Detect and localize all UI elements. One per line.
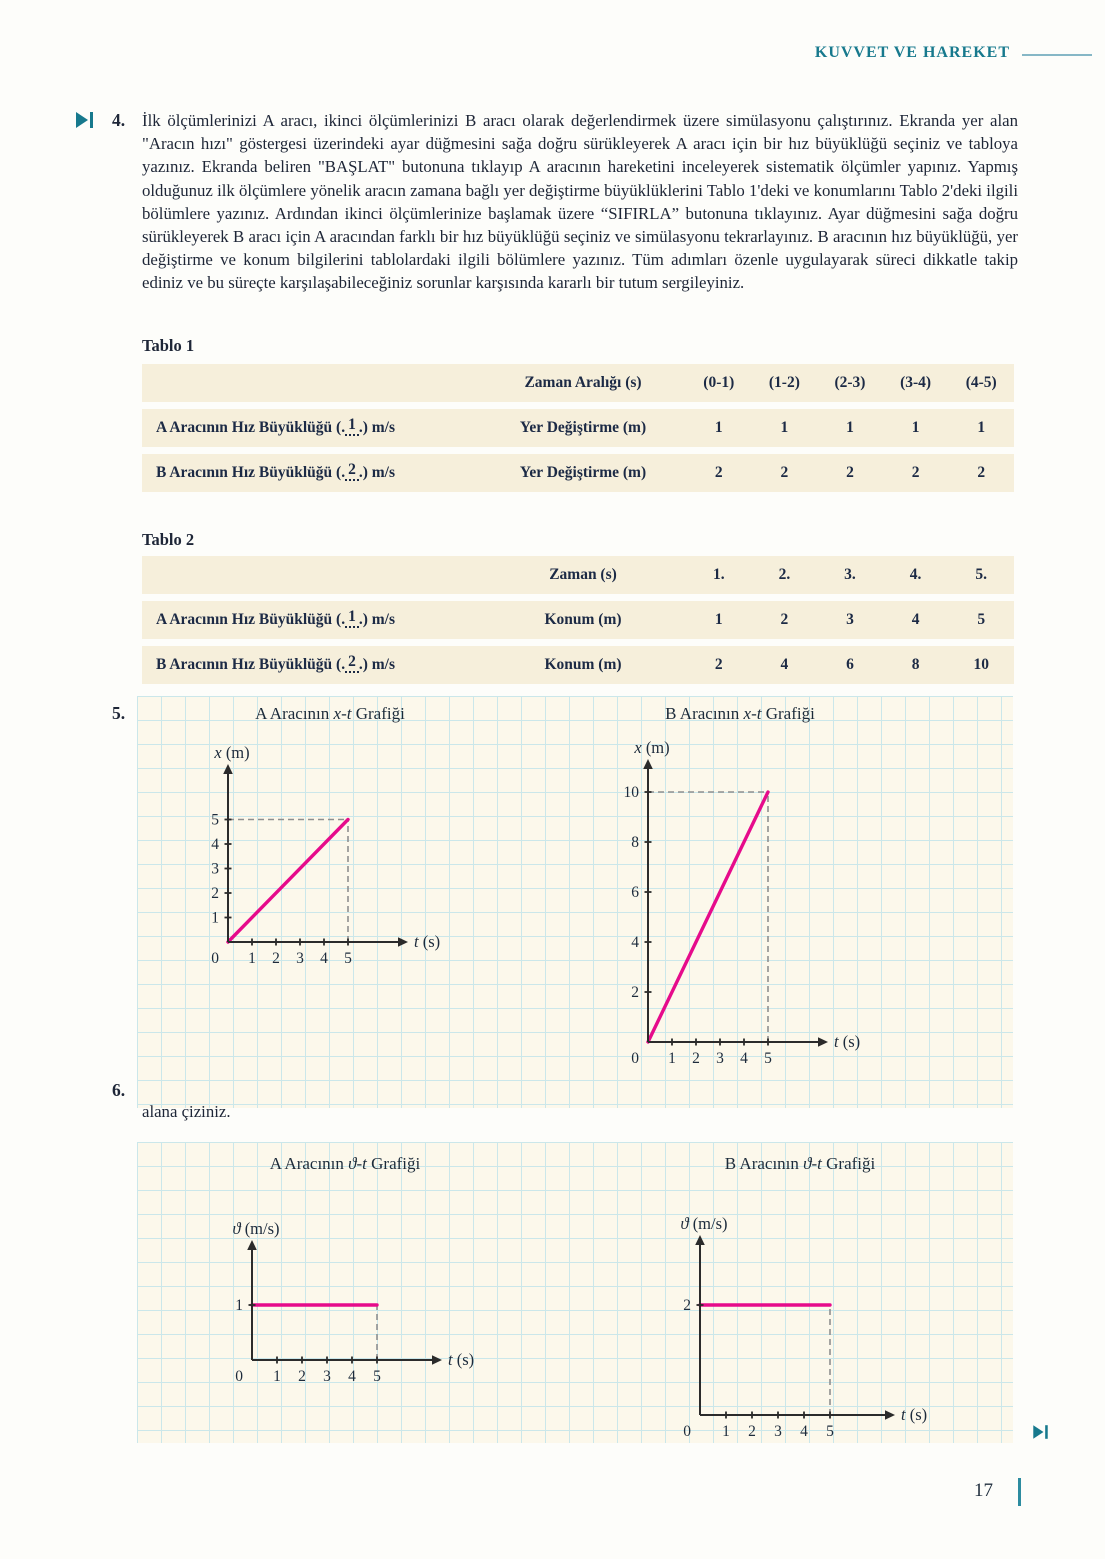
- header-rule: [1022, 54, 1092, 56]
- tablo2-table: [142, 556, 1014, 684]
- value-cell: 10: [948, 646, 1014, 684]
- value-cell: 2: [686, 454, 752, 492]
- table-row: [142, 646, 1014, 684]
- value-cell: 1: [686, 601, 752, 639]
- y-tick-label: 3: [211, 860, 219, 878]
- fill-in-answer: 2: [345, 653, 359, 673]
- header-interval-cell: 4.: [883, 556, 949, 594]
- measure-label: Konum (m): [480, 646, 686, 684]
- x-axis-label: t (s): [448, 1350, 475, 1369]
- y-axis-label: x (m): [214, 743, 250, 762]
- chart-a-position-time: [137, 696, 575, 1108]
- value-cell: 1: [686, 409, 752, 447]
- x-tick-label: 4: [740, 1050, 748, 1067]
- x-tick-label: 1: [722, 1423, 730, 1440]
- row-label: A Aracının Hız Büyüklüğü (. 1 .) m/s: [142, 409, 480, 447]
- x-axis-label: t (s): [414, 932, 441, 951]
- x-axis-arrow: [432, 1355, 442, 1365]
- fill-in-answer: 1: [345, 608, 359, 628]
- y-axis-arrow: [223, 764, 233, 774]
- y-axis-label: x (m): [634, 738, 670, 757]
- value-cell: 4: [752, 646, 818, 684]
- y-tick-label: 5: [211, 811, 219, 829]
- graph-title: A Aracının x-t Grafiği: [255, 704, 405, 723]
- x-axis-arrow: [398, 937, 408, 947]
- item-6-text: alana çiziniz.: [142, 1102, 231, 1121]
- table-row: [142, 601, 1014, 639]
- graph-title: B Aracının ϑ-t Grafiği: [724, 1154, 876, 1173]
- value-cell: 1: [817, 409, 883, 447]
- item-6-number: 6.: [112, 1080, 126, 1100]
- x-axis-label: t (s): [834, 1032, 861, 1051]
- x-tick-label: 3: [296, 950, 304, 967]
- page-number: 17: [974, 1480, 993, 1501]
- origin-label: 0: [631, 1050, 639, 1067]
- origin-label: 0: [235, 1368, 243, 1385]
- y-axis-label: ϑ (m/s): [232, 1219, 280, 1238]
- header-interval-cell: 3.: [817, 556, 883, 594]
- item-4-text: İlk ölçümlerinizi A aracı, ikinci ölçümlerinizi B aracı olarak değerlendirmek üzere simülasyonu çalıştırınız. Ekranda yer alan "Aracın hızı" göstergesi üzerindeki ayar düğmesini sağa doğru sürükleyerek A aracı için bir hız büyüklüğü seçiniz ve tabloya yazınız. Ekranda beliren "BAŞLAT" butonuna tıklayıp A aracının hareketini inceleyerek sistematik ölçümler yapınız. Yapmış olduğunuz ilk ölçümlere yönelik aracın zamana bağlı yer değiştirme büyüklüklerini Tablo 1'deki ve konumlarını Tablo 2'deki ilgili bölümlere yazınız. Ardından ikinci ölçümlerinize başlamak üzere “SIFIRLA” butonuna tıklayınız. Ayar düğmesini sağa doğru sürükleyerek B aracı için A aracından farklı bir hız büyüklüğü seçiniz ve simülasyonu tekrarlayınız. B aracının hız büyüklüğü, yer değiştirme ve konum bilgilerini tablolardaki ilgili bölümlere yazınız. Tüm adımları özenle uygulayarak süreci dikkatle takip ediniz ve bu süreçte karşılaşabileceğiniz sorunlar karşısında kararlı bir tutum sergileyiniz.: [142, 111, 1018, 293]
- x-tick-label: 1: [273, 1368, 281, 1385]
- y-tick-label: 1: [211, 909, 219, 927]
- x-tick-label: 3: [774, 1423, 782, 1440]
- triangle-icon: [1033, 1425, 1043, 1439]
- value-cell: 2: [817, 454, 883, 492]
- graph-grid-panel-2: [137, 1142, 1013, 1443]
- header-interval-cell: (2-3): [817, 364, 883, 402]
- tablo2-label: Tablo 2: [142, 530, 195, 549]
- y-tick-label: 4: [631, 934, 639, 951]
- value-cell: 1: [883, 409, 949, 447]
- measure-label: Yer Değiştirme (m): [480, 454, 686, 492]
- y-axis-label: ϑ (m/s): [680, 1214, 728, 1233]
- x-tick-label: 4: [348, 1368, 356, 1385]
- x-axis-arrow: [885, 1410, 895, 1420]
- fill-in-answer: 1: [345, 416, 359, 436]
- origin-label: 0: [211, 950, 219, 967]
- triangle-icon: [76, 112, 88, 128]
- triangle-bar: [1045, 1425, 1048, 1439]
- value-cell: 2: [752, 454, 818, 492]
- triangle-bar: [90, 112, 93, 128]
- chart-b-position-time: [575, 696, 1013, 1108]
- value-cell: 8: [883, 646, 949, 684]
- header-zaman-cell: Zaman Aralığı (s): [480, 364, 686, 402]
- y-tick-label: 2: [683, 1297, 691, 1314]
- table-row: [142, 454, 1014, 492]
- y-axis-arrow: [695, 1235, 705, 1245]
- y-tick-label: 1: [235, 1297, 243, 1314]
- item-4-number: 4.: [112, 110, 126, 130]
- value-cell: 1: [948, 409, 1014, 447]
- header-interval-cell: (0-1): [686, 364, 752, 402]
- x-tick-label: 5: [764, 1050, 772, 1067]
- x-tick-label: 2: [272, 950, 280, 967]
- measure-label: Konum (m): [480, 601, 686, 639]
- value-cell: 2: [686, 646, 752, 684]
- chart-a-velocity-time: [137, 1142, 575, 1443]
- y-axis-arrow: [643, 759, 653, 769]
- header-interval-cell: (3-4): [883, 364, 949, 402]
- y-tick-label: 2: [631, 984, 639, 1001]
- header-empty-cell: [142, 364, 480, 402]
- x-tick-label: 5: [826, 1423, 834, 1440]
- x-tick-label: 2: [692, 1050, 700, 1067]
- tablo1-table: [142, 364, 1014, 492]
- x-tick-label: 2: [298, 1368, 306, 1385]
- x-tick-label: 5: [373, 1368, 381, 1385]
- header-interval-cell: (4-5): [948, 364, 1014, 402]
- header-interval-cell: 5.: [948, 556, 1014, 594]
- x-tick-label: 5: [344, 950, 352, 967]
- header-empty-cell: [142, 556, 480, 594]
- x-tick-label: 1: [248, 950, 256, 967]
- value-cell: 3: [817, 601, 883, 639]
- y-tick-label: 8: [631, 834, 639, 851]
- play-marker-icon: [76, 112, 93, 128]
- table-header-row: [142, 556, 1014, 594]
- origin-label: 0: [683, 1423, 691, 1440]
- x-tick-label: 1: [668, 1050, 676, 1067]
- header-interval-cell: (1-2): [752, 364, 818, 402]
- graph-title: A Aracının ϑ-t Grafiği: [269, 1154, 421, 1173]
- header-interval-cell: 2.: [752, 556, 818, 594]
- graph-title: B Aracının x-t Grafiği: [665, 704, 815, 723]
- row-label: A Aracının Hız Büyüklüğü (. 1 .) m/s: [142, 601, 480, 639]
- x-tick-label: 3: [323, 1368, 331, 1385]
- row-label: B Aracının Hız Büyüklüğü (. 2 .) m/s: [142, 454, 480, 492]
- y-tick-label: 10: [623, 784, 639, 801]
- header-interval-cell: 1.: [686, 556, 752, 594]
- x-tick-label: 3: [716, 1050, 724, 1067]
- x-axis-label: t (s): [901, 1405, 928, 1424]
- page-number-rule: [1018, 1478, 1021, 1506]
- x-tick-label: 4: [320, 950, 328, 967]
- chart-b-velocity-time: [575, 1142, 1013, 1443]
- graph-grid-panel-1: [137, 696, 1013, 1108]
- value-cell: 2: [883, 454, 949, 492]
- value-cell: 6: [817, 646, 883, 684]
- measure-label: Yer Değiştirme (m): [480, 409, 686, 447]
- y-axis-arrow: [247, 1240, 257, 1250]
- tablo1-label: Tablo 1: [142, 336, 195, 355]
- data-line: [228, 820, 348, 943]
- x-tick-label: 2: [748, 1423, 756, 1440]
- fill-in-answer: 2: [345, 461, 359, 481]
- value-cell: 1: [752, 409, 818, 447]
- value-cell: 4: [883, 601, 949, 639]
- value-cell: 2: [752, 601, 818, 639]
- chapter-header: KUVVET VE HAREKET: [814, 44, 1010, 61]
- row-label: B Aracının Hız Büyüklüğü (. 2 .) m/s: [142, 646, 480, 684]
- value-cell: 2: [948, 454, 1014, 492]
- x-tick-label: 4: [800, 1423, 808, 1440]
- y-tick-label: 4: [211, 836, 219, 853]
- item-5-number: 5.: [112, 703, 126, 723]
- data-line: [648, 792, 768, 1042]
- x-axis-arrow: [818, 1037, 828, 1047]
- y-tick-label: 6: [631, 884, 639, 901]
- table-row: [142, 409, 1014, 447]
- header-zaman-cell: Zaman (s): [480, 556, 686, 594]
- y-tick-label: 2: [211, 885, 219, 902]
- value-cell: 5: [948, 601, 1014, 639]
- table-header-row: [142, 364, 1014, 402]
- continue-marker-icon: [1033, 1425, 1047, 1439]
